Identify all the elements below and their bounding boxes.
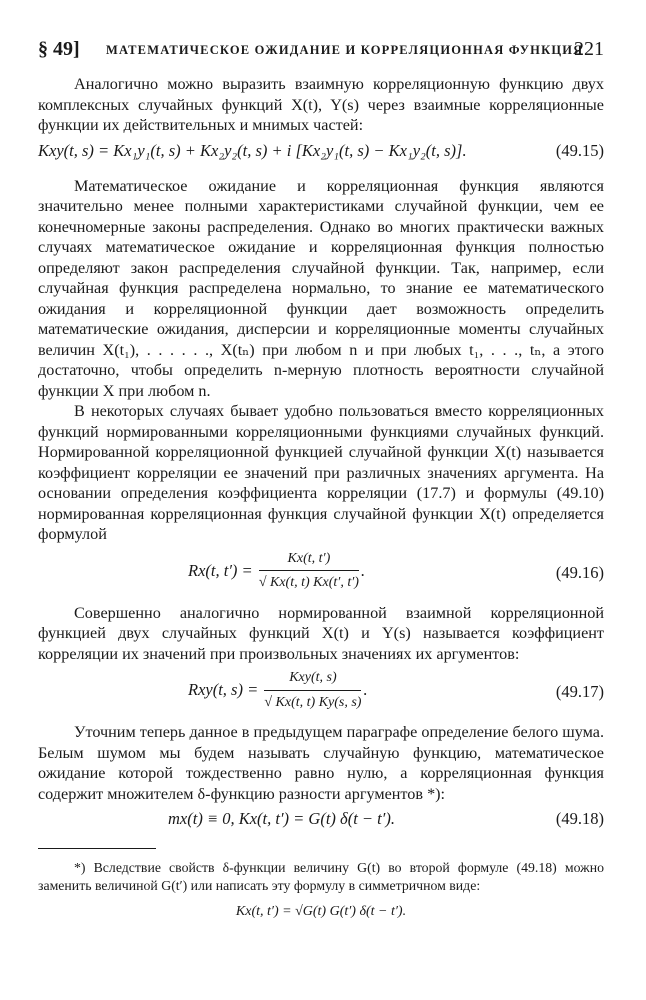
equation-49-16 xyxy=(38,545,604,603)
equation-49-15 xyxy=(38,136,604,166)
footnote-text: *) Вследствие свойств δ-функции величину G(t) во второй формуле (49.18) можно заменить величиной G(t′) или написать эту формулу в симметричном виде: xyxy=(38,860,604,893)
equation-tail: . xyxy=(363,680,368,700)
fraction-numerator: Kx(t, t′) xyxy=(259,549,359,572)
equation-tail: . xyxy=(360,560,366,580)
paragraph: Аналогично можно выразить взаимную корреляционную функцию двух комплексных случайных функций X(t), Y(s) через взаимные корреляционные функции их действительных и мнимых частей: xyxy=(38,75,604,134)
paragraph: В некоторых случаях бывает удобно пользоваться вместо корреляционных функций нормированными корреляционными функциями случайных функций. Нормированной корреляционной функцией случайной функции X(t) называется коэффициент корреляции ее значений при различных значениях аргумента. На основании определения коэффициента корреляции (17.7) и формулы (49.10) нормированная корреляционная функция случайной функции X(t) определяется формулой xyxy=(38,402,604,543)
fraction xyxy=(259,549,359,594)
fraction-numerator: Kxy(t, s) xyxy=(264,668,361,691)
equation-49-17 xyxy=(38,664,604,722)
equation-lhs: Rx(t, t′) = xyxy=(188,560,253,580)
paragraph: Совершенно аналогично нормированной взаимной корреляционной функцией двух случайных функций X(t) и Y(s) называется коэффициент корреляции их значений при произвольных значениях их аргументов: xyxy=(38,603,604,663)
footnote xyxy=(38,859,604,921)
equation-lhs: Rxy(t, s) = xyxy=(188,680,259,700)
equation-number: (49.15) xyxy=(555,140,604,160)
footnote-rule xyxy=(38,848,156,849)
page-number: 221 xyxy=(574,38,604,60)
fraction-denominator: √ Kx(t, t) Ky(s, s) xyxy=(264,694,362,710)
paragraph: Математическое ожидание и корреляционная функция являются значительно менее полными характеристиками случайной функции, чем ее конечномерные законы распределения. Однако во многих практически важных случаях математическое ожидание и корреляционная функция полностью определяют закон распределения случайной функции. Так, например, если случайная функция распределена нормально, то знание ее математического ожидания и корреляционной функции дает возможность определить математические ожидания, дисперсии и корреляционные моменты случайных величин X(t₁), . . . . . ., X(tₙ) при любом n и при любых t₁, . . ., tₙ, а этого достаточно, чтобы определить n-мерную плотность вероятности случайной функции X при любом n. xyxy=(38,176,604,400)
paragraph: Уточним теперь данное в предыдущем параграфе определение белого шума. Белым шумом мы будем называть случайную функцию, математическое ожидание которой тождественно равно нулю, а корреляционная функция содержит множителем δ-функцию разности аргументов *): xyxy=(38,723,604,803)
equation-body: mx(t) ≡ 0, Kx(t, t′) = G(t) δ(t − t′). xyxy=(168,809,395,828)
header-title: МАТЕМАТИЧЕСКОЕ ОЖИДАНИЕ И КОРРЕЛЯЦИОННАЯ ФУНКЦИЯ xyxy=(106,43,584,57)
equation-body: Kxy(t, s) = Kx₁y₁(t, s) + Kx₂y₂(t, s) + i [Kx₂y₁(t, s) − Kx₁y₂(t, s)]. xyxy=(38,140,467,160)
fraction xyxy=(264,668,361,713)
equation-49-18 xyxy=(38,804,604,834)
section-number: § 49] xyxy=(38,38,80,60)
equation-number: (49.17) xyxy=(555,682,604,701)
footnote-equation: Kx(t, t′) = √G(t) G(t′) δ(t − t′). xyxy=(235,904,407,919)
equation-number: (49.16) xyxy=(555,562,604,582)
main-text xyxy=(38,74,604,921)
running-header xyxy=(38,38,604,62)
equation-number: (49.18) xyxy=(555,809,604,828)
fraction-denominator: √ Kx(t, t) Kx(t′, t′) xyxy=(258,575,359,590)
